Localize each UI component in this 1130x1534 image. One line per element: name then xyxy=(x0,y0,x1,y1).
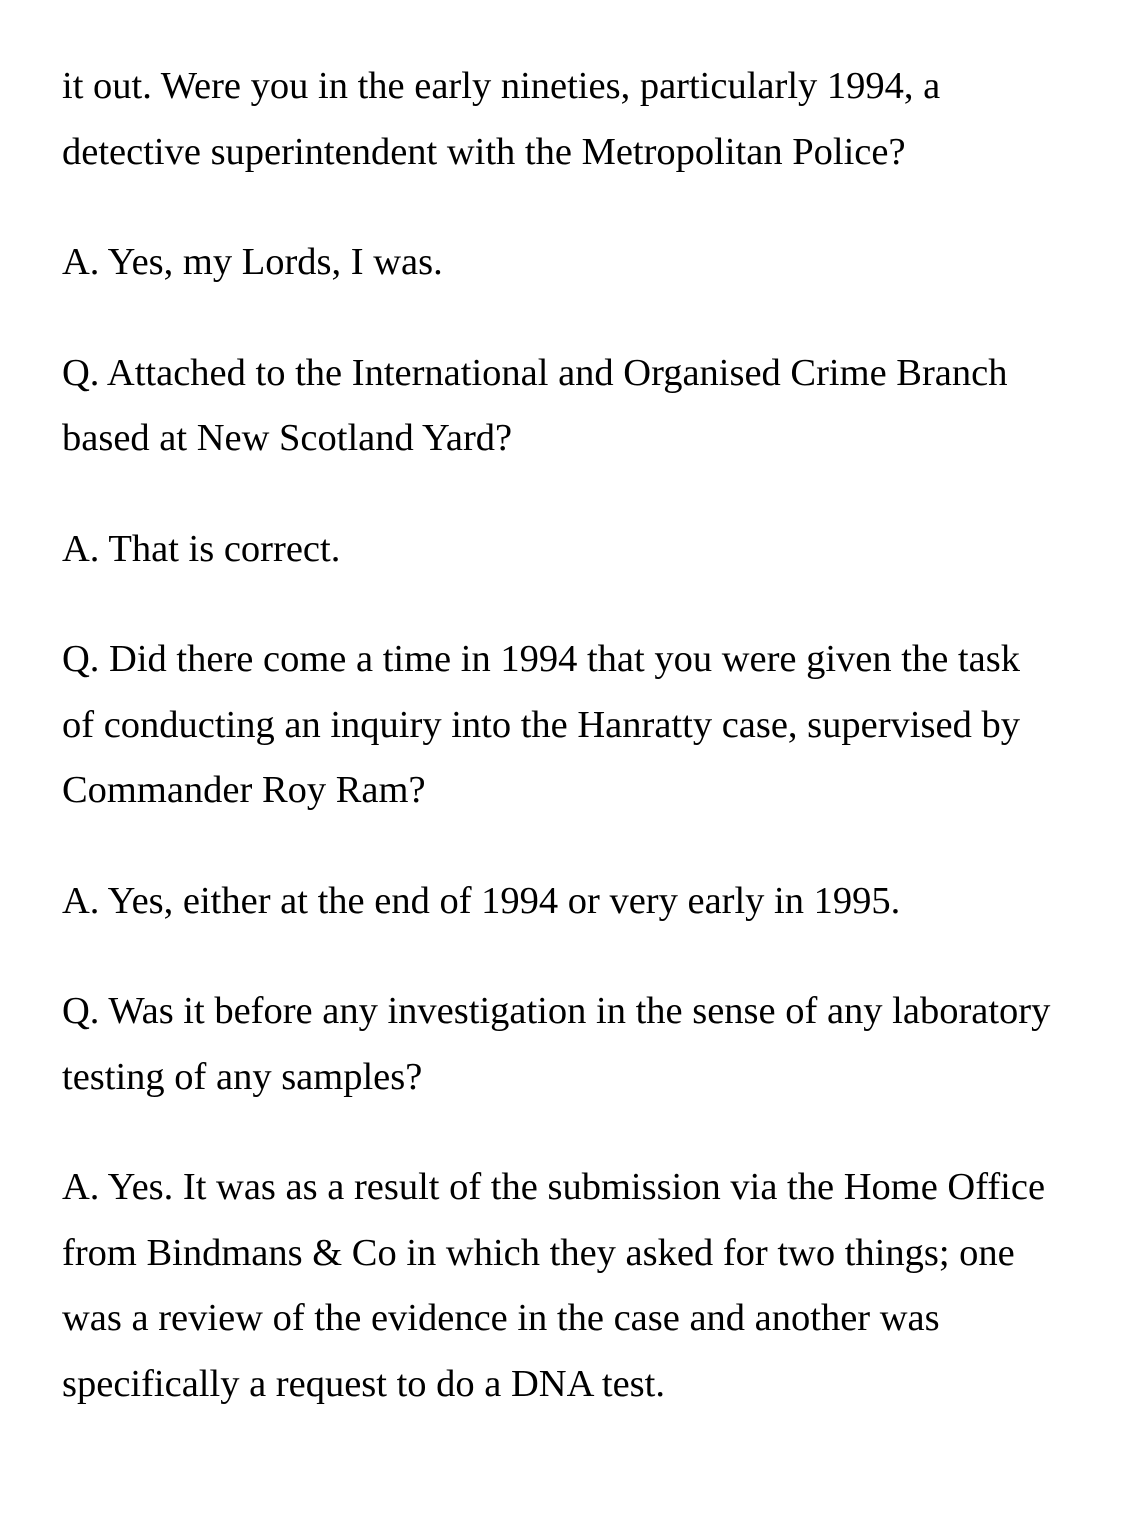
question-continuation-paragraph xyxy=(62,54,1122,185)
answer-paragraph xyxy=(62,230,1122,296)
transcript-page xyxy=(62,54,1122,1462)
answer-paragraph xyxy=(62,517,1122,583)
text-line: it out. Were you in the early nineties, particularly 1994, a xyxy=(62,65,941,107)
question-paragraph xyxy=(62,341,1122,472)
text-line: Q. Was it before any investigation in the sense of any laboratory xyxy=(62,990,1051,1032)
text-line: A. Yes, either at the end of 1994 or very early in 1995. xyxy=(62,879,901,922)
text-line: of conducting an inquiry into the Hanratty case, supervised by xyxy=(62,703,1020,746)
question-paragraph xyxy=(62,979,1122,1110)
text-line: from Bindmans & Co in which they asked for two things; one xyxy=(62,1231,1015,1274)
answer-paragraph xyxy=(62,1155,1122,1417)
text-line: Q. Did there come a time in 1994 that you were given the task xyxy=(62,638,1020,680)
text-line: testing of any samples? xyxy=(62,1055,423,1098)
text-line: detective superintendent with the Metropolitan Police? xyxy=(62,130,906,173)
question-paragraph xyxy=(62,627,1122,824)
answer-paragraph xyxy=(62,869,1122,935)
text-line: specifically a request to do a DNA test. xyxy=(62,1362,665,1405)
text-line: based at New Scotland Yard? xyxy=(62,417,513,459)
text-line: Q. Attached to the International and Organised Crime Branch xyxy=(62,351,1008,394)
text-line: Commander Roy Ram? xyxy=(62,769,426,811)
text-line: was a review of the evidence in the case and another was xyxy=(62,1297,940,1339)
text-line: A. Yes. It was as a result of the submission via the Home Office xyxy=(62,1166,1046,1208)
text-line: A. That is correct. xyxy=(62,527,341,570)
text-line: A. Yes, my Lords, I was. xyxy=(62,241,443,283)
